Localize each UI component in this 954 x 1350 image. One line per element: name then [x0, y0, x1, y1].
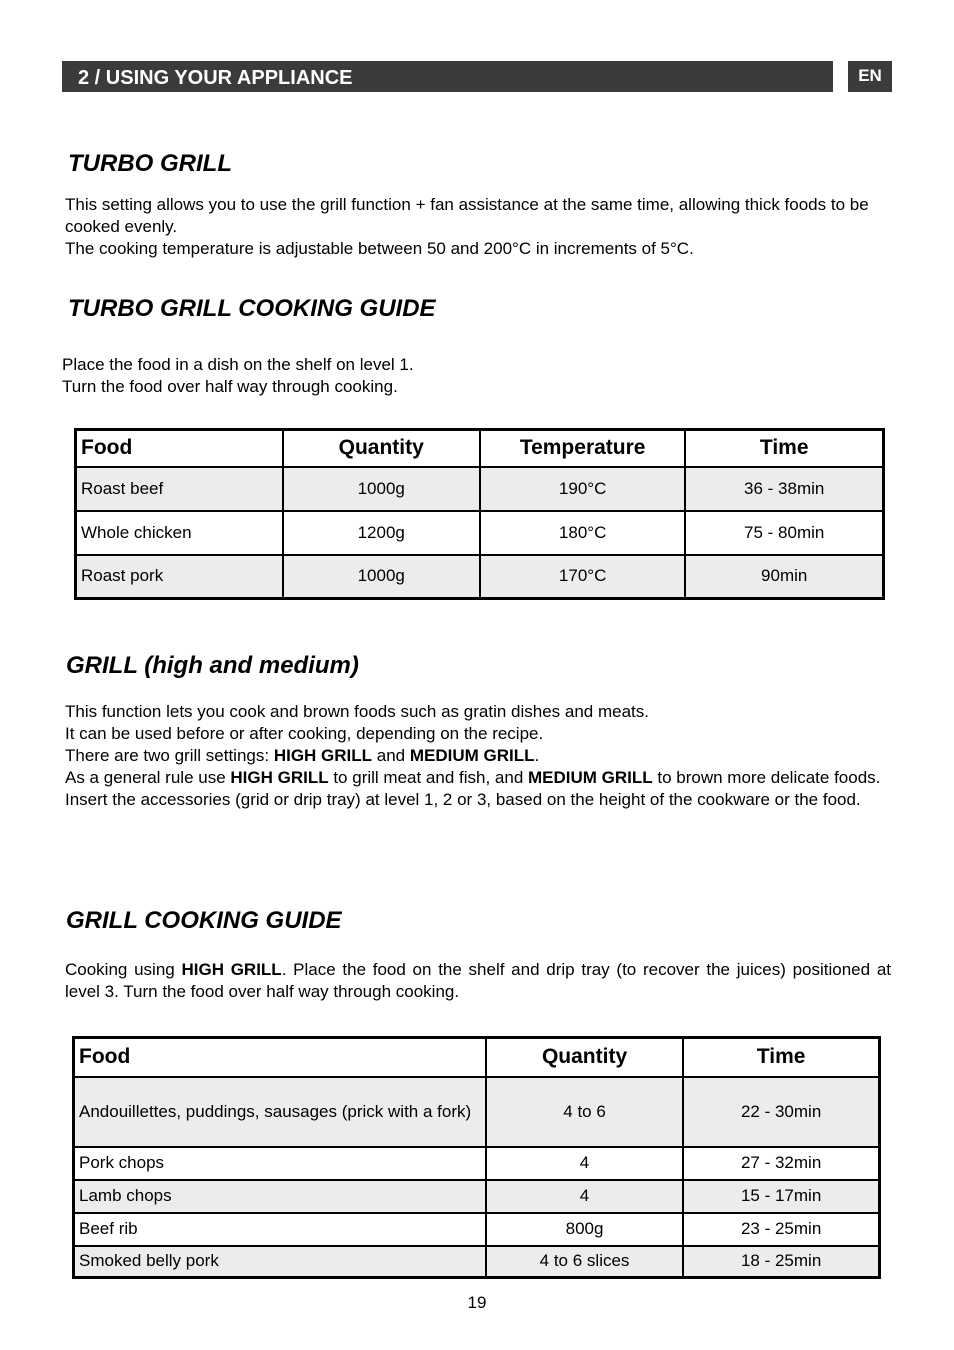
table-cell: 75 - 80min — [685, 511, 883, 555]
table-cell: 18 - 25min — [683, 1246, 879, 1278]
text-span: As a general rule use — [65, 768, 231, 787]
grill-table — [72, 1036, 881, 1279]
text-span: and — [372, 746, 410, 765]
text-span: Cooking using — [65, 960, 182, 979]
table-row — [76, 467, 884, 511]
table-cell: Smoked belly pork — [74, 1246, 486, 1278]
section-title: 2 / USING YOUR APPLIANCE — [78, 67, 353, 89]
column-header: Food — [76, 430, 283, 467]
table-cell: 190°C — [480, 467, 686, 511]
table-row — [76, 511, 884, 555]
table-row — [74, 1213, 880, 1246]
table-cell: 23 - 25min — [683, 1213, 879, 1246]
grill-line: This function lets you cook and brown foods such as gratin dishes and meats. — [65, 702, 649, 721]
column-header: Food — [74, 1038, 486, 1077]
table-cell: 36 - 38min — [685, 467, 883, 511]
table-header-row — [74, 1038, 880, 1077]
text-span: . — [534, 746, 540, 765]
table-row — [74, 1147, 880, 1180]
text-span: . Place the food on the shelf and drip tray (to recover the juices) positioned at level 3. Turn the food over half way through cooking. — [65, 960, 891, 1001]
table-cell: Roast beef — [76, 467, 283, 511]
grill-heading: GRILL (high and medium) — [66, 652, 359, 679]
turbo-grill-table — [74, 428, 885, 600]
table-cell: 15 - 17min — [683, 1180, 879, 1213]
grill-line: Insert the accessories (grid or drip tray) at level 1, 2 or 3, based on the height of the cookware or the food. — [65, 790, 861, 809]
turbo-grill-line: The cooking temperature is adjustable between 50 and 200°C in increments of 5°C. — [65, 239, 694, 258]
grill-text — [65, 701, 891, 811]
table-row — [76, 555, 884, 599]
table-cell: Pork chops — [74, 1147, 486, 1180]
table-cell: 180°C — [480, 511, 686, 555]
table-cell: Whole chicken — [76, 511, 283, 555]
table-row — [74, 1246, 880, 1278]
table-cell: 1200g — [283, 511, 480, 555]
table-header-row — [76, 430, 884, 467]
table-cell: 4 to 6 slices — [486, 1246, 683, 1278]
column-header: Quantity — [486, 1038, 683, 1077]
text-span: to grill meat and fish, and — [328, 768, 528, 787]
turbo-guide-line: Turn the food over half way through cooking. — [62, 377, 398, 396]
table-row — [74, 1180, 880, 1213]
table-cell: Beef rib — [74, 1213, 486, 1246]
column-header: Temperature — [480, 430, 686, 467]
grill-guide-text — [65, 959, 891, 1003]
table-cell: 4 to 6 — [486, 1077, 683, 1147]
table-cell: 4 — [486, 1180, 683, 1213]
turbo-guide-heading: TURBO GRILL COOKING GUIDE — [68, 295, 436, 322]
column-header: Time — [685, 430, 883, 467]
table-cell: Roast pork — [76, 555, 283, 599]
text-span: to brown more delicate foods. — [652, 768, 881, 787]
turbo-grill-line: This setting allows you to use the grill function + fan assistance at the same time, allowing thick foods to be cooked evenly. — [65, 195, 869, 236]
grill-guide-heading: GRILL COOKING GUIDE — [66, 907, 342, 934]
table-cell: 90min — [685, 555, 883, 599]
bold-term: HIGH GRILL — [181, 960, 282, 979]
bold-term: MEDIUM GRILL — [528, 768, 653, 787]
bold-term: HIGH GRILL — [273, 746, 373, 765]
table-cell: 27 - 32min — [683, 1147, 879, 1180]
section-header — [62, 61, 833, 92]
table-cell: Andouillettes, puddings, sausages (prick with a fork) — [74, 1077, 486, 1147]
grill-line — [65, 745, 891, 767]
table-cell: 4 — [486, 1147, 683, 1180]
column-header: Quantity — [283, 430, 480, 467]
table-cell: 1000g — [283, 555, 480, 599]
text-span: There are two grill settings: — [65, 746, 274, 765]
grill-guide-line — [65, 959, 891, 1003]
column-header: Time — [683, 1038, 879, 1077]
grill-line: It can be used before or after cooking, depending on the recipe. — [65, 724, 544, 743]
turbo-guide-text — [62, 354, 888, 398]
table-row — [74, 1077, 880, 1147]
turbo-guide-line: Place the food in a dish on the shelf on level 1. — [62, 355, 414, 374]
page-number: 19 — [467, 1293, 487, 1312]
table-cell: 170°C — [480, 555, 686, 599]
language-badge: EN — [848, 61, 892, 92]
turbo-grill-text — [65, 194, 891, 260]
grill-line — [65, 767, 891, 789]
table-cell: 22 - 30min — [683, 1077, 879, 1147]
bold-term: MEDIUM GRILL — [409, 746, 535, 765]
table-cell: 800g — [486, 1213, 683, 1246]
table-cell: Lamb chops — [74, 1180, 486, 1213]
bold-term: HIGH GRILL — [230, 768, 329, 787]
turbo-grill-heading: TURBO GRILL — [68, 150, 232, 177]
table-cell: 1000g — [283, 467, 480, 511]
